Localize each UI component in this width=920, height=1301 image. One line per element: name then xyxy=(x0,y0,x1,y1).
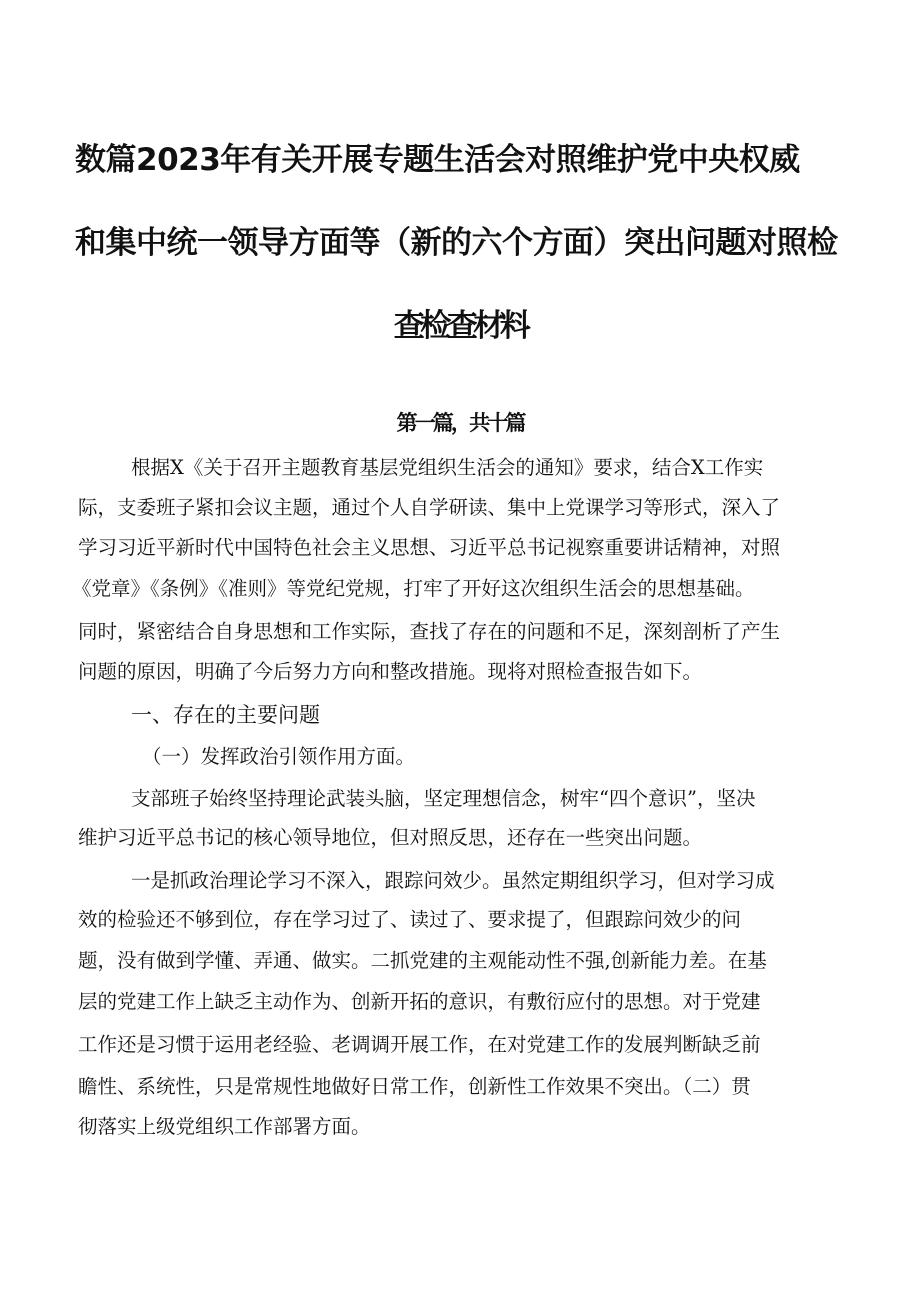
intro-line: 《党章》《条例》《准则》等党纪党规，打牢了开好这次组织生活会的思想基础。 xyxy=(72,577,755,600)
paragraph-line: 维护习近平总书记的核心领导地位，但对照反思，还存在一些突出问题。 xyxy=(78,826,703,849)
section-heading: 一、存在的主要问题 xyxy=(131,703,320,727)
document-subtitle: 第一篇，共十篇 xyxy=(396,411,524,435)
intro-line: 根据X《关于召开主题教育基层党组织生活会的通知》要求，结合X工作实 xyxy=(131,456,764,479)
paragraph-line: 一是抓政治理论学习不深入，跟踪问效少。虽然定期组织学习，但对学习成 xyxy=(131,869,775,892)
paragraph-line: 效的检验还不够到位，存在学习过了、读过了、要求提了，但跟踪问效少的问 xyxy=(78,908,742,931)
paragraph-line: 瞻性、系统性，只是常规性地做好日常工作，创新性工作效果不突出。（二）贯 xyxy=(78,1075,751,1098)
paragraph-line: 工作还是习惯于运用老经验、老调调开展工作，在对党建工作的发展判断缺乏前 xyxy=(78,1033,761,1056)
intro-line: 际，支委班子紧扣会议主题，通过个人自学研读、集中上党课学习等形式，深入了 xyxy=(78,496,781,519)
intro-line: 同时，紧密结合自身思想和工作实际，查找了存在的问题和不足，深刻剖析了产生 xyxy=(78,620,781,643)
paragraph-line: 支部班子始终坚持理论武装头脑，坚定理想信念，树牢“四个意识”，坚决 xyxy=(131,787,756,810)
paragraph-line: 题，没有做到学懂、弄通、做实。二抓党建的主观能动性不强,创新能力差。在基 xyxy=(78,949,767,972)
intro-line: 问题的原因，明确了今后努力方向和整改措施。现将对照检查报告如下。 xyxy=(78,660,703,683)
document-title-line-1: 数篇2023年有关开展专题生活会对照维护党中央权威 xyxy=(75,142,800,178)
intro-line: 学习习近平新时代中国特色社会主义思想、习近平总书记视察重要讲话精神，对照 xyxy=(78,536,781,559)
subsection-heading: （一）发挥政治引领作用方面。 xyxy=(142,745,416,768)
document-title-line-3: 查检查材料 xyxy=(393,308,527,344)
document-title-line-2: 和集中统一领导方面等（新的六个方面）突出问题对照检 xyxy=(75,225,838,261)
paragraph-line: 彻落实上级党组织工作部署方面。 xyxy=(78,1115,371,1138)
paragraph-line: 层的党建工作上缺乏主动作为、创新开拓的意识，有敷衍应付的思想。对于党建 xyxy=(78,990,761,1013)
